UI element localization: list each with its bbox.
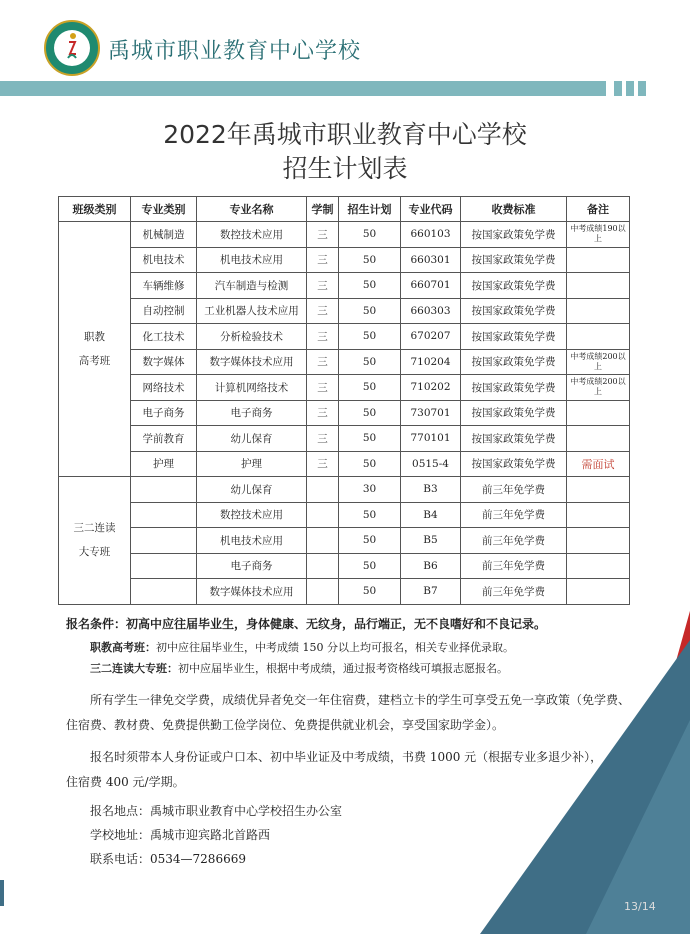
fee-cell: 前三年免学费 [461,477,567,503]
years-cell: 三 [307,349,339,375]
page-subtitle: 招生计划表 [282,154,408,183]
group-label: 三二连读 [73,522,116,535]
note-cell [567,298,630,324]
years-cell [307,477,339,503]
group-label-cell [59,222,131,477]
table-row [59,222,630,248]
category-cell: 护理 [131,451,197,477]
category-cell: 自动控制 [131,298,197,324]
header-band-segment [614,81,622,96]
school-address: 学校地址：禹城市迎宾路北首路西 [90,828,271,842]
major-cell: 数字媒体技术应用 [197,579,307,605]
plan-cell: 50 [339,502,401,528]
years-cell [307,528,339,554]
group-label: 职教 [84,331,105,343]
enroll-location: 报名地点：禹城市职业教育中心学校招生办公室 [90,804,343,818]
fee-cell: 前三年免学费 [461,528,567,554]
table-row [59,579,630,605]
code-cell: B4 [401,502,461,528]
category-cell: 化工技术 [131,324,197,350]
note-cell-interview: 需面试 [567,451,630,477]
category-cell: 机电技术 [131,247,197,273]
code-cell: B6 [401,553,461,579]
table-row [59,375,630,401]
plan-cell: 50 [339,579,401,605]
major-cell: 幼儿保育 [197,477,307,503]
condition-dazhuan [90,660,508,676]
table-row [59,298,630,324]
years-cell: 三 [307,298,339,324]
table-row [59,477,630,503]
major-cell: 机电技术应用 [197,528,307,554]
note-cell [567,324,630,350]
fee-cell: 前三年免学费 [461,579,567,605]
header-cell: 班级类别 [59,197,131,222]
years-cell [307,553,339,579]
table-row [59,247,630,273]
header-cell: 备注 [567,197,630,222]
code-cell: 660701 [401,273,461,299]
note-cell: 中考成绩200以上 [567,375,630,401]
fee-cell: 按国家政策免学费 [461,247,567,273]
contact-phone: 联系电话：0534—7286669 [90,852,246,866]
category-cell [131,553,197,579]
fee-cell: 按国家政策免学费 [461,349,567,375]
years-cell: 三 [307,222,339,248]
group-label: 高考班 [78,355,111,367]
header-band-segment [626,81,634,96]
fee-cell: 按国家政策免学费 [461,426,567,452]
group-label-cell [59,477,131,605]
plan-cell: 50 [339,247,401,273]
plan-cell: 50 [339,553,401,579]
code-cell: 710204 [401,349,461,375]
code-cell: 0515-4 [401,451,461,477]
table-row [59,273,630,299]
category-cell [131,579,197,605]
table-row [59,426,630,452]
major-cell: 分析检验技术 [197,324,307,350]
major-cell: 电子商务 [197,553,307,579]
fee-cell: 前三年免学费 [461,553,567,579]
plan-cell: 50 [339,222,401,248]
plan-cell: 50 [339,426,401,452]
fee-cell: 按国家政策免学费 [461,273,567,299]
policy-line-1: 所有学生一律免交学费，成绩优异者免交一年住宿费，建档立卡的学生可享受五免一享政策（免学费、 [90,693,631,707]
note-cell [567,273,630,299]
fee-cell: 前三年免学费 [461,502,567,528]
plan-cell: 30 [339,477,401,503]
enrollment-table [58,196,630,605]
major-cell: 数控技术应用 [197,222,307,248]
note-cell [567,579,630,605]
years-cell: 三 [307,375,339,401]
category-cell [131,528,197,554]
years-cell: 三 [307,400,339,426]
header-cell: 专业代码 [401,197,461,222]
fees-line-2: 住宿费 400 元/学期。 [66,775,185,789]
major-cell: 数控技术应用 [197,502,307,528]
condition-gaokao-text: 初中应往届毕业生，中考成绩 150 分以上均可报名，相关专业择优录取。 [156,641,514,654]
table-row [59,349,630,375]
table-row [59,451,630,477]
plan-cell: 50 [339,451,401,477]
code-cell: B7 [401,579,461,605]
category-cell: 学前教育 [131,426,197,452]
note-cell [567,502,630,528]
code-cell: 710202 [401,375,461,401]
code-cell: B3 [401,477,461,503]
plan-cell: 50 [339,324,401,350]
major-cell: 工业机器人技术应用 [197,298,307,324]
note-cell [567,247,630,273]
table-row [59,400,630,426]
fee-cell: 按国家政策免学费 [461,400,567,426]
fee-cell: 按国家政策免学费 [461,324,567,350]
plan-cell: 50 [339,528,401,554]
policy-line-2: 住宿费、教材费、免费提供勤工俭学岗位、免费提供就业机会，享受国家助学金）。 [66,718,505,732]
header-band-segment [638,81,646,96]
major-cell: 幼儿保育 [197,426,307,452]
code-cell: 660303 [401,298,461,324]
header-cell: 收费标准 [461,197,567,222]
category-cell: 网络技术 [131,375,197,401]
code-cell: 660301 [401,247,461,273]
major-cell: 汽车制造与检测 [197,273,307,299]
plan-cell: 50 [339,273,401,299]
code-cell: 730701 [401,400,461,426]
plan-cell: 50 [339,400,401,426]
code-cell: 660103 [401,222,461,248]
years-cell: 三 [307,451,339,477]
header-cell: 专业名称 [197,197,307,222]
note-cell [567,400,630,426]
table-row [59,324,630,350]
fee-cell: 按国家政策免学费 [461,222,567,248]
condition-dazhuan-label: 三二连读大专班： [90,662,178,675]
fee-cell: 按国家政策免学费 [461,375,567,401]
note-cell: 中考成绩190以上 [567,222,630,248]
years-cell: 三 [307,273,339,299]
header-cell: 学制 [307,197,339,222]
major-cell: 数字媒体技术应用 [197,349,307,375]
fee-cell: 按国家政策免学费 [461,298,567,324]
note-cell: 中考成绩200以上 [567,349,630,375]
years-cell: 三 [307,324,339,350]
enroll-conditions: 报名条件：初高中应往届毕业生，身体健康、无纹身，品行端正，无不良嗜好和不良记录。 [66,617,547,631]
condition-gaokao-label: 职教高考班： [90,641,156,654]
category-cell: 车辆维修 [131,273,197,299]
note-cell [567,426,630,452]
major-cell: 计算机网络技术 [197,375,307,401]
major-cell: 电子商务 [197,400,307,426]
fees-line-1: 报名时须带本人身份证或户口本、初中毕业证及中考成绩，书费 1000 元（根据专业多退少补）， [90,750,603,764]
page-title: 2022年禹城市职业教育中心学校 [163,120,527,149]
code-cell: 670207 [401,324,461,350]
note-cell [567,553,630,579]
category-cell: 机械制造 [131,222,197,248]
table-row [59,553,630,579]
table-header-row [59,197,630,222]
category-cell: 电子商务 [131,400,197,426]
header-cell: 专业类别 [131,197,197,222]
condition-gaokao [90,639,514,655]
condition-dazhuan-text: 初中应届毕业生，根据中考成绩，通过报考资格线可填报志愿报名。 [178,662,508,675]
page-number: 13/14 [624,900,656,913]
category-cell: 数字媒体 [131,349,197,375]
category-cell [131,502,197,528]
note-cell [567,477,630,503]
category-cell [131,477,197,503]
major-cell: 护理 [197,451,307,477]
code-cell: B5 [401,528,461,554]
header-band [0,81,606,96]
plan-cell: 50 [339,298,401,324]
table-row [59,502,630,528]
years-cell: 三 [307,247,339,273]
plan-cell: 50 [339,349,401,375]
code-cell: 770101 [401,426,461,452]
school-logo-icon [44,20,100,76]
plan-cell: 50 [339,375,401,401]
years-cell [307,579,339,605]
years-cell: 三 [307,426,339,452]
table-row [59,528,630,554]
years-cell [307,502,339,528]
fee-cell: 按国家政策免学费 [461,451,567,477]
major-cell: 机电技术应用 [197,247,307,273]
header-cell: 招生计划 [339,197,401,222]
group-label: 大专班 [78,546,111,559]
school-name: 禹城市职业教育中心学校 [108,39,362,64]
note-cell [567,528,630,554]
edge-mark [0,880,4,906]
